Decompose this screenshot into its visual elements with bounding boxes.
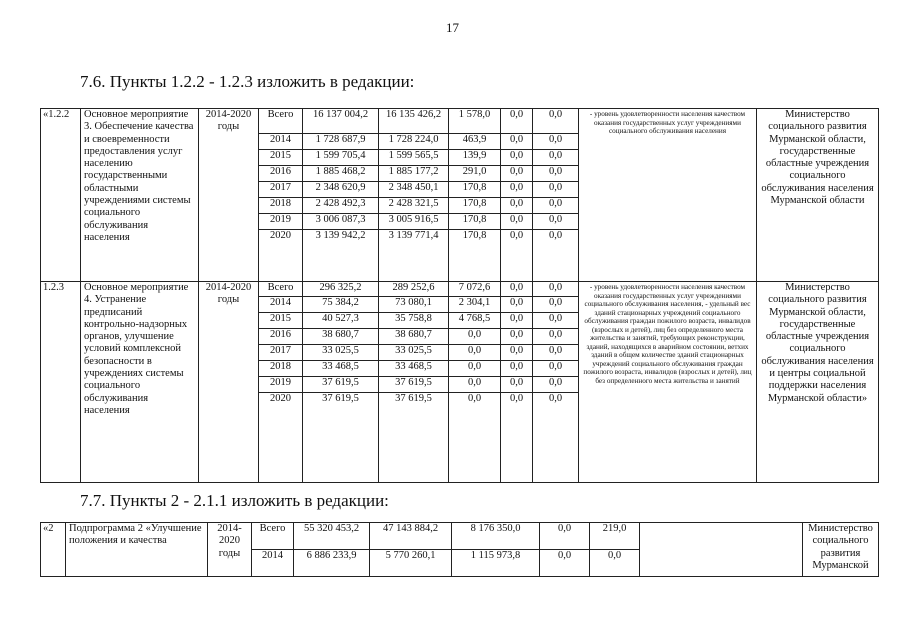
federal-cell: 0,0 <box>449 393 501 483</box>
name-cell: Основное мероприятие 3. Обеспечение качества и своевременности предоставления услуг населению государственными областными учреждениями системы социального обслуживания населения <box>81 109 199 282</box>
federal-cell: 291,0 <box>449 166 501 182</box>
total-cell: 37 619,5 <box>303 393 379 483</box>
total-cell: 3 139 942,2 <box>303 230 379 282</box>
name-cell: Основное мероприятие 4. Устранение предписаний контрольно-надзорных органов, улучшение условий комплексной безопасности в учреждениях системы социального обслуживания населения <box>81 282 199 483</box>
total-cell: 3 006 087,3 <box>303 214 379 230</box>
local-cell: 0,0 <box>501 182 533 198</box>
other-cell: 0,0 <box>533 182 579 198</box>
year-cell: Всего <box>252 523 294 550</box>
code-cell: 1.2.3 <box>41 282 81 483</box>
year-cell: 2020 <box>259 393 303 483</box>
total-cell: 75 384,2 <box>303 297 379 313</box>
regional-cell: 38 680,7 <box>379 329 449 345</box>
local-cell: 0,0 <box>501 345 533 361</box>
program-table-1 <box>40 108 879 483</box>
year-cell: 2014 <box>259 297 303 313</box>
local-cell: 0,0 <box>501 377 533 393</box>
federal-cell: 2 304,1 <box>449 297 501 313</box>
total-cell: 55 320 453,2 <box>294 523 370 550</box>
local-cell: 0,0 <box>540 523 590 550</box>
program-table-2 <box>40 522 879 577</box>
federal-cell: 170,8 <box>449 214 501 230</box>
local-cell: 0,0 <box>540 550 590 577</box>
total-cell: 1 728 687,9 <box>303 134 379 150</box>
year-cell: 2015 <box>259 313 303 329</box>
total-cell: 2 428 492,3 <box>303 198 379 214</box>
regional-cell: 3 005 916,5 <box>379 214 449 230</box>
federal-cell: 463,9 <box>449 134 501 150</box>
local-cell: 0,0 <box>501 361 533 377</box>
regional-cell: 3 139 771,4 <box>379 230 449 282</box>
federal-cell: 7 072,6 <box>449 282 501 297</box>
other-cell: 0,0 <box>533 361 579 377</box>
regional-cell: 73 080,1 <box>379 297 449 313</box>
regional-cell: 37 619,5 <box>379 377 449 393</box>
year-cell: 2019 <box>259 214 303 230</box>
section-heading-7-7: 7.7. Пункты 2 - 2.1.1 изложить в редакции: <box>80 491 389 510</box>
federal-cell: 170,8 <box>449 198 501 214</box>
other-cell: 0,0 <box>533 198 579 214</box>
total-cell: 37 619,5 <box>303 377 379 393</box>
local-cell: 0,0 <box>501 313 533 329</box>
total-cell: 1 885 468,2 <box>303 166 379 182</box>
local-cell: 0,0 <box>501 297 533 313</box>
federal-cell: 8 176 350,0 <box>452 523 540 550</box>
regional-cell: 2 348 450,1 <box>379 182 449 198</box>
year-cell: 2018 <box>259 361 303 377</box>
year-cell: 2020 <box>259 230 303 282</box>
federal-cell: 0,0 <box>449 377 501 393</box>
executor-cell: Министерство социального развития Мурманской <box>803 523 879 577</box>
total-cell: 6 886 233,9 <box>294 550 370 577</box>
regional-cell: 1 885 177,2 <box>379 166 449 182</box>
regional-cell: 1 599 565,5 <box>379 150 449 166</box>
other-cell: 0,0 <box>533 230 579 282</box>
federal-cell: 0,0 <box>449 329 501 345</box>
indicators-cell <box>640 523 803 577</box>
federal-cell: 0,0 <box>449 345 501 361</box>
page-number: 17 <box>446 20 459 35</box>
total-cell: 40 527,3 <box>303 313 379 329</box>
other-cell: 0,0 <box>533 166 579 182</box>
federal-cell: 4 768,5 <box>449 313 501 329</box>
year-cell: 2016 <box>259 329 303 345</box>
other-cell: 0,0 <box>533 214 579 230</box>
local-cell: 0,0 <box>501 282 533 297</box>
period-cell: 2014-2020 годы <box>199 282 259 483</box>
federal-cell: 170,8 <box>449 230 501 282</box>
other-cell: 0,0 <box>533 150 579 166</box>
regional-cell: 35 758,8 <box>379 313 449 329</box>
year-cell: 2014 <box>252 550 294 577</box>
total-cell: 33 468,5 <box>303 361 379 377</box>
local-cell: 0,0 <box>501 150 533 166</box>
regional-cell: 47 143 884,2 <box>370 523 452 550</box>
other-cell: 0,0 <box>533 313 579 329</box>
regional-cell: 37 619,5 <box>379 393 449 483</box>
other-cell: 0,0 <box>533 329 579 345</box>
federal-cell: 139,9 <box>449 150 501 166</box>
total-cell: 16 137 004,2 <box>303 109 379 134</box>
table-row <box>41 523 879 550</box>
year-cell: 2017 <box>259 182 303 198</box>
other-cell: 219,0 <box>590 523 640 550</box>
table-row <box>41 109 879 134</box>
year-cell: Всего <box>259 109 303 134</box>
table-row <box>41 282 879 297</box>
regional-cell: 5 770 260,1 <box>370 550 452 577</box>
code-cell: «2 <box>41 523 66 577</box>
section-heading-7-6: 7.6. Пункты 1.2.2 - 1.2.3 изложить в редакции: <box>80 72 415 91</box>
local-cell: 0,0 <box>501 198 533 214</box>
federal-cell: 170,8 <box>449 182 501 198</box>
federal-cell: 1 115 973,8 <box>452 550 540 577</box>
year-cell: 2016 <box>259 166 303 182</box>
local-cell: 0,0 <box>501 134 533 150</box>
regional-cell: 33 468,5 <box>379 361 449 377</box>
year-cell: 2014 <box>259 134 303 150</box>
other-cell: 0,0 <box>533 393 579 483</box>
indicators-cell: - уровень удовлетворенности населения качеством оказания государственных услуг учреждениями социального обслуживания населения <box>579 109 757 282</box>
local-cell: 0,0 <box>501 109 533 134</box>
local-cell: 0,0 <box>501 329 533 345</box>
other-cell: 0,0 <box>533 109 579 134</box>
year-cell: 2019 <box>259 377 303 393</box>
year-cell: 2015 <box>259 150 303 166</box>
local-cell: 0,0 <box>501 393 533 483</box>
regional-cell: 16 135 426,2 <box>379 109 449 134</box>
year-cell: 2018 <box>259 198 303 214</box>
total-cell: 33 025,5 <box>303 345 379 361</box>
executor-cell: Министерство социального развития Мурманской области, государственные областные учреждения социального обслуживания населения Мурманской области <box>757 109 879 282</box>
federal-cell: 1 578,0 <box>449 109 501 134</box>
other-cell: 0,0 <box>533 377 579 393</box>
year-cell: 2017 <box>259 345 303 361</box>
other-cell: 0,0 <box>590 550 640 577</box>
other-cell: 0,0 <box>533 297 579 313</box>
local-cell: 0,0 <box>501 214 533 230</box>
other-cell: 0,0 <box>533 345 579 361</box>
regional-cell: 289 252,6 <box>379 282 449 297</box>
total-cell: 296 325,2 <box>303 282 379 297</box>
year-cell: Всего <box>259 282 303 297</box>
local-cell: 0,0 <box>501 230 533 282</box>
regional-cell: 1 728 224,0 <box>379 134 449 150</box>
name-cell: Подпрограмма 2 «Улучшение положения и качества <box>66 523 208 577</box>
total-cell: 2 348 620,9 <box>303 182 379 198</box>
regional-cell: 2 428 321,5 <box>379 198 449 214</box>
total-cell: 38 680,7 <box>303 329 379 345</box>
period-cell: 2014-2020 годы <box>208 523 252 577</box>
period-cell: 2014-2020 годы <box>199 109 259 282</box>
regional-cell: 33 025,5 <box>379 345 449 361</box>
federal-cell: 0,0 <box>449 361 501 377</box>
other-cell: 0,0 <box>533 134 579 150</box>
indicators-cell: - уровень удовлетворенности населения качеством оказания государственных услуг учреждениями социального обслуживания населения, - удельный вес зданий стационарных учреждений социального обслуживания граждан пожилого возраста, инвалидов (взрослых и детей), лиц без определенного места жительства и занятий, требующих реконструкции, зданий, находящихся в аварийном состоянии, ветхих зданий в общем количестве зданий стационарных учреждений социального обслуживания граждан пожилого возраста, инвалидов (взрослых и детей), лиц без определенного места жительства и занятий <box>579 282 757 483</box>
other-cell: 0,0 <box>533 282 579 297</box>
total-cell: 1 599 705,4 <box>303 150 379 166</box>
code-cell: «1.2.2 <box>41 109 81 282</box>
executor-cell: Министерство социального развития Мурманской области, государственные областные учреждения социального обслуживания населения и центры социальной поддержки населения Мурманской области» <box>757 282 879 483</box>
local-cell: 0,0 <box>501 166 533 182</box>
